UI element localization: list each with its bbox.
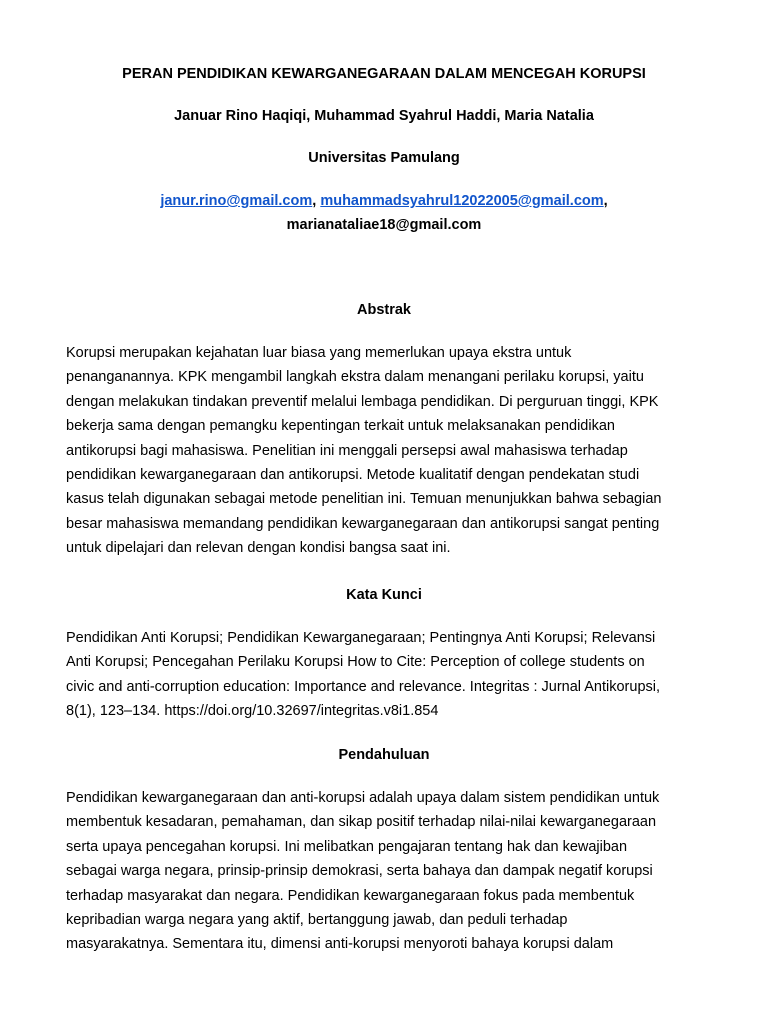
abstract-body: [66, 341, 716, 561]
abstract-line: antikorupsi bagi mahasiswa. Penelitian ini menggali persepsi awal mahasiswa terhadap: [66, 442, 628, 459]
paper-title: PERAN PENDIDIKAN KEWARGANEGARAAN DALAM MENCEGAH KORUPSI: [122, 66, 646, 82]
abstract-line: besar mahasiswa memandang pendidikan kewarganegaraan dan antikorupsi sangat penting: [66, 515, 660, 532]
email-link-2[interactable]: muhammadsyahrul12022005@gmail.com: [320, 193, 604, 209]
abstract-line: penanganannya. KPK mengambil langkah ekstra dalam menangani perilaku korupsi, yaitu: [66, 369, 644, 386]
keywords-line: civic and anti-corruption education: Importance and relevance. Integritas : Jurnal Antikorupsi,: [66, 678, 661, 695]
email-link-1[interactable]: janur.rino@gmail.com: [160, 193, 313, 209]
introduction-line: sebagai warga negara, prinsip-prinsip demokrasi, serta bahaya dan dampak negatif korupsi: [66, 863, 653, 880]
keywords-line: Pendidikan Anti Korupsi; Pendidikan Kewarganegaraan; Pentingnya Anti Korupsi; Relevansi: [66, 630, 656, 646]
introduction-body: [66, 786, 716, 957]
abstract-line: bekerja sama dengan pemangku kepentingan terkait untuk melaksanakan pendidikan: [66, 418, 615, 435]
introduction-line: membentuk kesadaran, pemahaman, dan sikap positif terhadap nilai-nilai kewarganegaraan: [66, 814, 657, 831]
keywords-heading: Kata Kunci: [346, 587, 422, 603]
author-list: Januar Rino Haqiqi, Muhammad Syahrul Haddi, Maria Natalia: [174, 108, 594, 124]
keywords-line: Anti Korupsi; Pencegahan Perilaku Korupsi How to Cite: Perception of college students on: [66, 654, 645, 671]
abstract-line: kasus telah digunakan sebagai metode penelitian ini. Temuan menunjukkan bahwa sebagian: [66, 491, 662, 508]
abstract-line: untuk dipelajari dan relevan dengan kondisi bangsa saat ini.: [66, 540, 451, 557]
introduction-line: kepribadian warga negara yang aktif, bertanggung jawab, dan peduli terhadap: [66, 912, 568, 929]
introduction-line: serta upaya pencegahan korupsi. Ini melibatkan pengajaran tentang hak dan kewajiban: [66, 838, 628, 855]
email-separator-1: ,: [312, 193, 321, 209]
abstract-line: dengan melakukan tindakan preventif melalui lembaga pendidikan. Di perguruan tinggi, KPK: [66, 393, 659, 410]
keywords-body: [66, 626, 716, 724]
affiliation: Universitas Pamulang: [308, 150, 460, 166]
email-line-2: [0, 213, 768, 237]
introduction-line: Pendidikan kewarganegaraan dan anti-korupsi adalah upaya dalam sistem pendidikan untuk: [66, 790, 660, 806]
abstract-heading: Abstrak: [357, 302, 411, 318]
keywords-line: 8(1), 123–134. https://doi.org/10.32697/integritas.v8i1.854: [66, 703, 439, 720]
email-line-1: [0, 189, 768, 213]
introduction-line: terhadap masyarakat dan negara. Pendidikan kewarganegaraan fokus pada membentuk: [66, 887, 635, 904]
email-3: marianataliae18@gmail.com: [286, 217, 482, 233]
introduction-heading: Pendahuluan: [338, 747, 430, 763]
abstract-line: Korupsi merupakan kejahatan luar biasa yang memerlukan upaya ekstra untuk: [66, 345, 572, 361]
abstract-line: pendidikan kewarganegaraan dan antikorupsi. Metode kualitatif dengan pendekatan studi: [66, 467, 640, 484]
introduction-line: masyarakatnya. Sementara itu, dimensi anti-korupsi menyoroti bahaya korupsi dalam: [66, 936, 614, 953]
email-separator-2: ,: [603, 193, 608, 209]
